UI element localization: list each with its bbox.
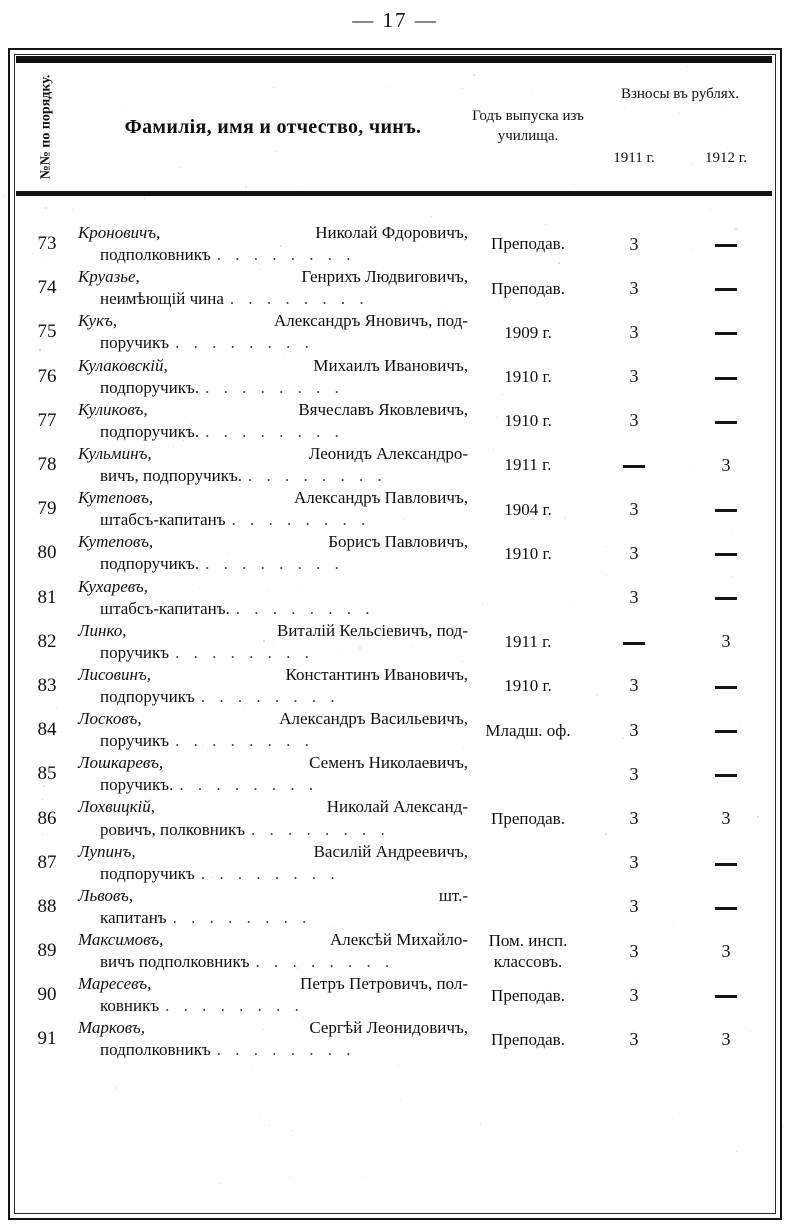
row-fee-1911: 3 xyxy=(629,587,639,608)
row-given-names: Николай Александ- xyxy=(326,797,468,817)
row-name xyxy=(78,752,468,796)
row-name xyxy=(78,399,468,443)
row-given-names: шт.- xyxy=(438,885,468,905)
row-fee-1911: 3 xyxy=(629,321,639,342)
row-rank: подпоручикъ. xyxy=(100,377,200,397)
row-name-line1 xyxy=(78,576,468,598)
row-name-line2 xyxy=(78,951,468,973)
row-fee-1912 xyxy=(680,841,772,885)
dash-icon xyxy=(715,332,737,335)
row-given-names: Александръ Павловичъ, xyxy=(293,488,468,508)
row-name-line1 xyxy=(78,752,468,774)
row-graduation-year: 1910 г. xyxy=(504,676,552,696)
table-row xyxy=(16,973,772,1017)
row-surname: Куликовъ, xyxy=(78,399,148,419)
row-name xyxy=(78,885,468,929)
row-surname: Кроновичъ, xyxy=(78,223,161,242)
row-fee-1911 xyxy=(588,620,680,664)
table-row xyxy=(16,531,772,575)
row-name xyxy=(78,266,468,310)
leader-dots: . . . . . . . . xyxy=(205,377,344,397)
body-top-gap-row xyxy=(16,196,772,222)
leader-dots: . . . . . . . . xyxy=(205,554,344,574)
row-name-line2 xyxy=(78,1039,468,1061)
row-surname: Кутеповъ, xyxy=(78,488,154,508)
header-fees-group: Взносы въ рублях. xyxy=(620,86,740,102)
leader-dots: . . . . . . . . xyxy=(216,1040,356,1060)
dash-icon xyxy=(715,686,737,689)
table-row xyxy=(16,576,772,620)
row-graduation-year xyxy=(468,885,588,929)
row-fee-1911 xyxy=(588,443,680,487)
leader-dots: . . . . . . . . xyxy=(200,686,340,706)
dash-icon xyxy=(715,995,737,998)
row-name-line2 xyxy=(78,421,468,443)
row-given-names: Сергѣй Леонидовичъ, xyxy=(309,1018,468,1038)
row-name-line2 xyxy=(78,332,468,354)
row-rank: поручикъ xyxy=(100,731,170,751)
table-row xyxy=(16,266,772,310)
row-surname: Марковъ, xyxy=(78,1018,145,1038)
leader-dots: . . . . . . . . xyxy=(200,863,340,883)
row-rank: подполковникъ xyxy=(100,245,211,265)
row-fee-1911: 3 xyxy=(629,1028,639,1049)
row-fee-1911: 3 xyxy=(629,852,639,873)
dash-icon xyxy=(715,553,737,556)
row-graduation-year: Преподав. xyxy=(491,808,565,828)
row-name xyxy=(78,355,468,399)
table-row xyxy=(16,222,772,266)
row-given-names: Вячеславъ Яковлевичъ, xyxy=(298,399,468,419)
row-rank: поручикъ xyxy=(100,333,170,353)
row-graduation-year xyxy=(468,752,588,796)
row-rank: подполковникъ xyxy=(100,1040,211,1060)
table-row xyxy=(16,664,772,708)
row-fee-1912 xyxy=(680,222,772,266)
dash-icon xyxy=(715,421,737,424)
row-name-line2 xyxy=(78,465,468,487)
row-fee-1912 xyxy=(680,266,772,310)
row-rank: неимѣющій чина xyxy=(100,289,224,309)
row-rank: штабсъ-капитанъ xyxy=(100,510,226,530)
row-name-line1 xyxy=(78,443,468,465)
row-name-line2 xyxy=(78,907,468,929)
row-fee-1911: 3 xyxy=(629,763,639,784)
row-fee-1911: 3 xyxy=(629,940,639,961)
table-row xyxy=(16,841,772,885)
row-number: 87 xyxy=(37,851,57,873)
row-name-line2 xyxy=(78,244,468,266)
row-rank: ровичъ, полковникъ xyxy=(100,819,245,839)
row-number: 81 xyxy=(37,586,57,608)
row-graduation-year: Преподав. xyxy=(491,985,565,1005)
row-name-line2 xyxy=(78,774,468,796)
row-fee-1911: 3 xyxy=(629,498,639,519)
table-row xyxy=(16,443,772,487)
row-given-names: Петръ Петровичъ, пол- xyxy=(300,974,468,994)
row-name-line2 xyxy=(78,642,468,664)
row-name-line2 xyxy=(78,819,468,841)
row-number: 84 xyxy=(37,719,57,741)
row-graduation-year xyxy=(468,929,588,973)
row-name xyxy=(78,664,468,708)
row-given-names: Николай Фдоровичъ, xyxy=(315,223,468,242)
row-surname: Лисовинъ, xyxy=(78,664,152,684)
row-surname: Лошкаревъ, xyxy=(78,753,164,773)
row-number: 89 xyxy=(37,940,57,962)
dash-icon xyxy=(715,509,737,512)
row-fee-1912 xyxy=(680,310,772,354)
row-surname: Лохвицкій, xyxy=(78,797,156,817)
row-rank: поручикъ xyxy=(100,642,170,662)
leader-dots: . . . . . . . . xyxy=(216,245,356,265)
row-number: 91 xyxy=(37,1028,57,1050)
row-fee-1912 xyxy=(680,576,772,620)
row-graduation-year: Младш. оф. xyxy=(485,720,571,740)
row-fee-1912 xyxy=(680,973,772,1017)
row-given-names: Виталій Кельсіевичъ, под- xyxy=(277,620,468,640)
row-name-line2 xyxy=(78,509,468,531)
leader-dots: . . . . . . . . xyxy=(248,466,387,486)
table-row xyxy=(16,885,772,929)
table-row xyxy=(16,399,772,443)
row-given-names: Леонидъ Александро- xyxy=(308,443,468,463)
row-rank: подпоручикъ xyxy=(100,863,195,883)
row-name-line1 xyxy=(78,708,468,730)
row-name-line2 xyxy=(78,288,468,310)
row-fee-1911: 3 xyxy=(629,896,639,917)
row-fee-1911: 3 xyxy=(629,808,639,829)
row-number: 90 xyxy=(37,984,57,1006)
row-name-line1 xyxy=(78,841,468,863)
header-fees-1911: 1911 г. xyxy=(613,149,655,166)
row-fee-1912: 3 xyxy=(721,454,731,475)
header-name-col: Фамилія, имя и отчество, чинъ. xyxy=(124,115,422,138)
row-number: 74 xyxy=(37,277,57,299)
row-graduation-year xyxy=(468,576,588,620)
row-name xyxy=(78,841,468,885)
row-rank: вичъ подполковникъ xyxy=(100,952,250,972)
row-name xyxy=(78,487,468,531)
row-name xyxy=(78,796,468,840)
dash-icon xyxy=(715,377,737,380)
dash-icon xyxy=(715,244,737,247)
row-fee-1912 xyxy=(680,885,772,929)
row-fee-1912: 3 xyxy=(721,940,731,961)
row-given-names: Александръ Яновичъ, под- xyxy=(273,311,468,331)
table-row xyxy=(16,1017,772,1061)
row-rank: штабсъ-капитанъ. xyxy=(100,598,230,618)
header-fees-1912: 1912 г. xyxy=(705,149,747,166)
table-header-row xyxy=(16,63,772,127)
row-number: 82 xyxy=(37,630,57,652)
row-number: 78 xyxy=(37,454,57,476)
row-fee-1912 xyxy=(680,664,772,708)
leader-dots: . . . . . . . . xyxy=(229,289,369,309)
row-number: 83 xyxy=(37,674,57,696)
row-surname: Круазье, xyxy=(78,267,140,287)
row-number: 79 xyxy=(37,498,57,520)
row-name xyxy=(78,531,468,575)
row-given-names: Борисъ Павловичъ, xyxy=(328,532,468,552)
row-fee-1911: 3 xyxy=(629,719,639,740)
row-name-line2 xyxy=(78,377,468,399)
row-name-line1 xyxy=(78,1017,468,1039)
row-fee-1911: 3 xyxy=(629,984,639,1005)
table-row xyxy=(16,355,772,399)
row-graduation-year xyxy=(468,841,588,885)
row-graduation-year: Преподав. xyxy=(491,234,565,254)
row-fee-1912 xyxy=(680,399,772,443)
row-name-line1 xyxy=(78,266,468,288)
table-body xyxy=(16,222,772,1062)
officers-registry-table xyxy=(16,56,772,1092)
row-surname: Линко, xyxy=(78,620,127,640)
row-name-line1 xyxy=(78,620,468,642)
row-graduation-year: 1910 г. xyxy=(504,543,552,563)
row-year-line1: Пом. инсп. xyxy=(488,930,568,950)
row-name-line1 xyxy=(78,664,468,686)
row-name-line2 xyxy=(78,730,468,752)
row-fee-1912: 3 xyxy=(721,1028,731,1049)
table-frame xyxy=(8,48,782,1220)
row-fee-1911: 3 xyxy=(629,277,639,298)
row-name-line1 xyxy=(78,885,468,907)
row-name-line2 xyxy=(78,598,468,620)
row-name xyxy=(78,310,468,354)
row-graduation-year: 1909 г. xyxy=(504,322,552,342)
row-fee-1912 xyxy=(680,752,772,796)
row-number: 77 xyxy=(37,409,57,431)
dash-icon xyxy=(715,774,737,777)
row-fee-1911: 3 xyxy=(629,675,639,696)
row-name xyxy=(78,929,468,973)
dash-icon xyxy=(715,907,737,910)
row-rank: капитанъ xyxy=(100,907,167,927)
row-rank: поручикъ. xyxy=(100,775,174,795)
leader-dots: . . . . . . . . xyxy=(175,333,314,353)
header-top-rule-row xyxy=(16,56,772,63)
leader-dots: . . . . . . . . xyxy=(179,775,319,795)
row-name-line2 xyxy=(78,686,468,708)
row-given-names: Василій Андреевичъ, xyxy=(313,841,468,861)
header-year-col: Годъ выпуска изъ училища. xyxy=(472,108,584,144)
row-name-line1 xyxy=(78,355,468,377)
row-given-names: Константинъ Ивановичъ, xyxy=(285,664,468,684)
row-name-line2 xyxy=(78,553,468,575)
page-number: — 17 — xyxy=(352,8,438,32)
row-name-line1 xyxy=(78,929,468,951)
dash-icon xyxy=(715,863,737,866)
row-surname: Максимовъ, xyxy=(78,930,164,949)
table-row xyxy=(16,310,772,354)
dash-icon xyxy=(623,642,645,645)
row-given-names: Алексѣй Михайло- xyxy=(329,930,468,949)
row-name xyxy=(78,222,468,266)
row-fee-1911: 3 xyxy=(629,410,639,431)
leader-dots: . . . . . . . . xyxy=(251,819,390,839)
row-surname: Лосковъ, xyxy=(78,709,142,729)
row-fee-1912 xyxy=(680,531,772,575)
leader-dots: . . . . . . . . xyxy=(165,996,304,1016)
row-name xyxy=(78,576,468,620)
row-surname: Кулаковскій, xyxy=(78,355,168,375)
table-row xyxy=(16,708,772,752)
row-name-line2 xyxy=(78,995,468,1017)
row-rank: подпоручикъ. xyxy=(100,554,200,574)
row-given-names: Генрихъ Людвиговичъ, xyxy=(301,267,468,287)
row-fee-1912: 3 xyxy=(721,808,731,829)
row-graduation-year: 1910 г. xyxy=(504,367,552,387)
row-fee-1911: 3 xyxy=(629,542,639,563)
row-number: 75 xyxy=(37,321,57,343)
table-row xyxy=(16,929,772,973)
row-fee-1911: 3 xyxy=(629,233,639,254)
row-fee-1912 xyxy=(680,708,772,752)
row-number: 80 xyxy=(37,542,57,564)
row-name xyxy=(78,620,468,664)
row-fee-1912 xyxy=(680,355,772,399)
leader-dots: . . . . . . . . xyxy=(255,952,395,972)
row-name-line1 xyxy=(78,222,468,244)
row-name-line2 xyxy=(78,863,468,885)
row-surname: Львовъ, xyxy=(78,885,134,905)
row-name xyxy=(78,708,468,752)
row-graduation-year: Преподав. xyxy=(491,278,565,298)
table-row xyxy=(16,620,772,664)
table-row xyxy=(16,487,772,531)
row-name xyxy=(78,443,468,487)
leader-dots: . . . . . . . . xyxy=(175,731,314,751)
row-graduation-year: 1910 г. xyxy=(504,411,552,431)
row-year-line2: классовъ. xyxy=(493,952,563,972)
row-number: 85 xyxy=(37,763,57,785)
dash-icon xyxy=(715,288,737,291)
row-name xyxy=(78,1017,468,1061)
row-graduation-year: 1911 г. xyxy=(504,455,552,475)
row-number: 76 xyxy=(37,365,57,387)
dash-icon xyxy=(715,730,737,733)
row-rank: вичъ, подпоручикъ. xyxy=(100,466,243,486)
row-number: 73 xyxy=(37,233,57,255)
body-bottom-gap-row xyxy=(16,1062,772,1092)
dash-icon xyxy=(715,597,737,600)
row-surname: Маресевъ, xyxy=(78,974,152,994)
row-surname: Лупинъ, xyxy=(78,841,136,861)
row-surname: Кульминъ, xyxy=(78,443,152,463)
leader-dots: . . . . . . . . xyxy=(205,421,344,441)
row-fee-1911: 3 xyxy=(629,366,639,387)
row-fee-1912 xyxy=(680,487,772,531)
row-number: 86 xyxy=(37,807,57,829)
row-name-line1 xyxy=(78,973,468,995)
row-name-line1 xyxy=(78,487,468,509)
row-graduation-year: Преподав. xyxy=(491,1029,565,1049)
row-graduation-year: 1911 г. xyxy=(504,632,552,652)
row-surname: Кукъ, xyxy=(78,311,118,331)
leader-dots: . . . . . . . . xyxy=(231,510,371,530)
leader-dots: . . . . . . . . xyxy=(175,642,314,662)
row-name-line1 xyxy=(78,531,468,553)
row-name xyxy=(78,973,468,1017)
header-number-col-label: №№ по порядку. xyxy=(38,74,54,180)
row-surname: Кутеповъ, xyxy=(78,532,154,552)
row-rank: подпоручикъ. xyxy=(100,421,200,441)
header-number-col xyxy=(16,63,78,191)
row-name-line1 xyxy=(78,796,468,818)
table-row xyxy=(16,796,772,840)
row-rank: ковникъ xyxy=(100,996,160,1016)
row-given-names: Михаилъ Ивановичъ, xyxy=(313,355,468,375)
row-name-line1 xyxy=(78,310,468,332)
table-row xyxy=(16,752,772,796)
row-fee-1912: 3 xyxy=(721,631,731,652)
row-given-names: Александръ Васильевичъ, xyxy=(279,709,468,729)
row-name-line1 xyxy=(78,399,468,421)
row-graduation-year: 1904 г. xyxy=(504,499,552,519)
leader-dots: . . . . . . . . xyxy=(172,907,312,927)
header-top-rule xyxy=(16,56,772,63)
row-rank: подпоручикъ xyxy=(100,686,195,706)
leader-dots: . . . . . . . . xyxy=(235,598,375,618)
row-surname: Кухаревъ, xyxy=(78,576,148,596)
row-number: 88 xyxy=(37,895,57,917)
row-given-names: Семенъ Николаевичъ, xyxy=(309,753,468,773)
dash-icon xyxy=(623,465,645,468)
